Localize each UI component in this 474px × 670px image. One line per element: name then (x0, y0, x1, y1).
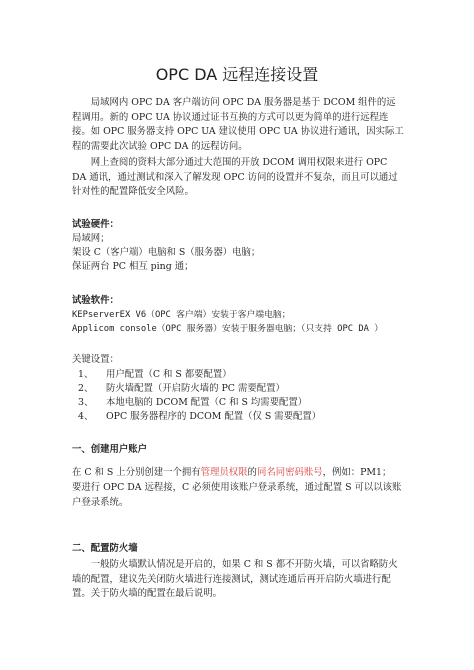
key-setting-item (78, 410, 321, 424)
list-number: 2、 (78, 383, 94, 394)
text-run: 的 (247, 467, 257, 478)
highlight-same-account: 同名同密码账号 (256, 467, 323, 478)
list-text: OPC 服务器程序的 DCOM 配置（仅 S 需要配置） (106, 411, 322, 422)
text-run: 在 C 和 S 上分别创建一个拥有 (72, 467, 201, 478)
section1-heading: 一、创建用户账户 (72, 444, 148, 455)
key-setting-item (78, 382, 285, 396)
key-setting-item (78, 368, 232, 382)
list-number: 4、 (78, 411, 94, 422)
software-line-2: Applicom console（OPC 服务器）安装于服务器电脑；（只支持 OPC DA ） (72, 324, 384, 334)
list-text: 用户配置（C 和 S 都要配置） (106, 369, 232, 380)
intro-paragraph-1: 局域网内 OPC DA 客户端访问 OPC DA 服务器是基于 DCOM 组件的远程调用。新的 OPC UA 协议通过证书互换的方式可以更为简单的进行远程连接。如 OPC 服务器支持 OPC UA 建议使用 OPC UA 协议进行通讯，因实际工程的需要此次试验 OPC DA 的远程访问。 (72, 97, 404, 152)
section2-heading: 二、配置防火墙 (72, 543, 138, 554)
hardware-line-3: 保证两台 PC 相互 ping 通； (72, 261, 194, 272)
highlight-admin-rights: 管理员权限 (200, 467, 248, 478)
intro-paragraph-2: 网上查阅的资料大部分通过大范围的开放 DCOM 调用权限来进行 OPC DA 通讯，通过测试和深入了解发现 OPC 访问的设置并不复杂，而且可以通过针对性的配置降低安全风险。 (72, 157, 398, 197)
list-number: 1、 (78, 369, 94, 380)
software-line-1: KEPserverEX V6（OPC 客户端）安装于客户端电脑； (72, 310, 291, 320)
list-text: 本地电脑的 DCOM 配置（C 和 S 均需要配置） (106, 397, 308, 408)
list-number: 3、 (78, 397, 94, 408)
text-run: ，例如：PM1； (322, 467, 392, 478)
document-title: OPC DA 远程连接设置 (155, 65, 319, 84)
section2-paragraph: 一般防火墙默认情况是开启的，如果 C 和 S 都不开防火墙，可以省略防火墙的配置，建议先关闭防火墙进行连接测试，测试连通后再开启防火墙进行配置。关于防火墙的配置在最后说明。 (72, 559, 398, 599)
section1-paragraph-2: 要进行 OPC DA 远程接，C 必须使用该账户登录系统，通过配置 S 可以以该账户登录系统。 (72, 482, 402, 508)
software-heading: 试验软件： (72, 295, 119, 306)
hardware-line-1: 局域网； (72, 233, 110, 244)
section1-paragraph-1 (72, 466, 412, 481)
key-setting-item (78, 396, 307, 410)
hardware-line-2: 架设 C（客户端）电脑和 S（服务器）电脑； (72, 247, 261, 258)
key-settings-heading: 关键设置： (72, 354, 119, 365)
list-text: 防火墙配置（开启防火墙的 PC 需要配置） (106, 383, 285, 394)
hardware-heading: 试验硬件： (72, 219, 119, 230)
